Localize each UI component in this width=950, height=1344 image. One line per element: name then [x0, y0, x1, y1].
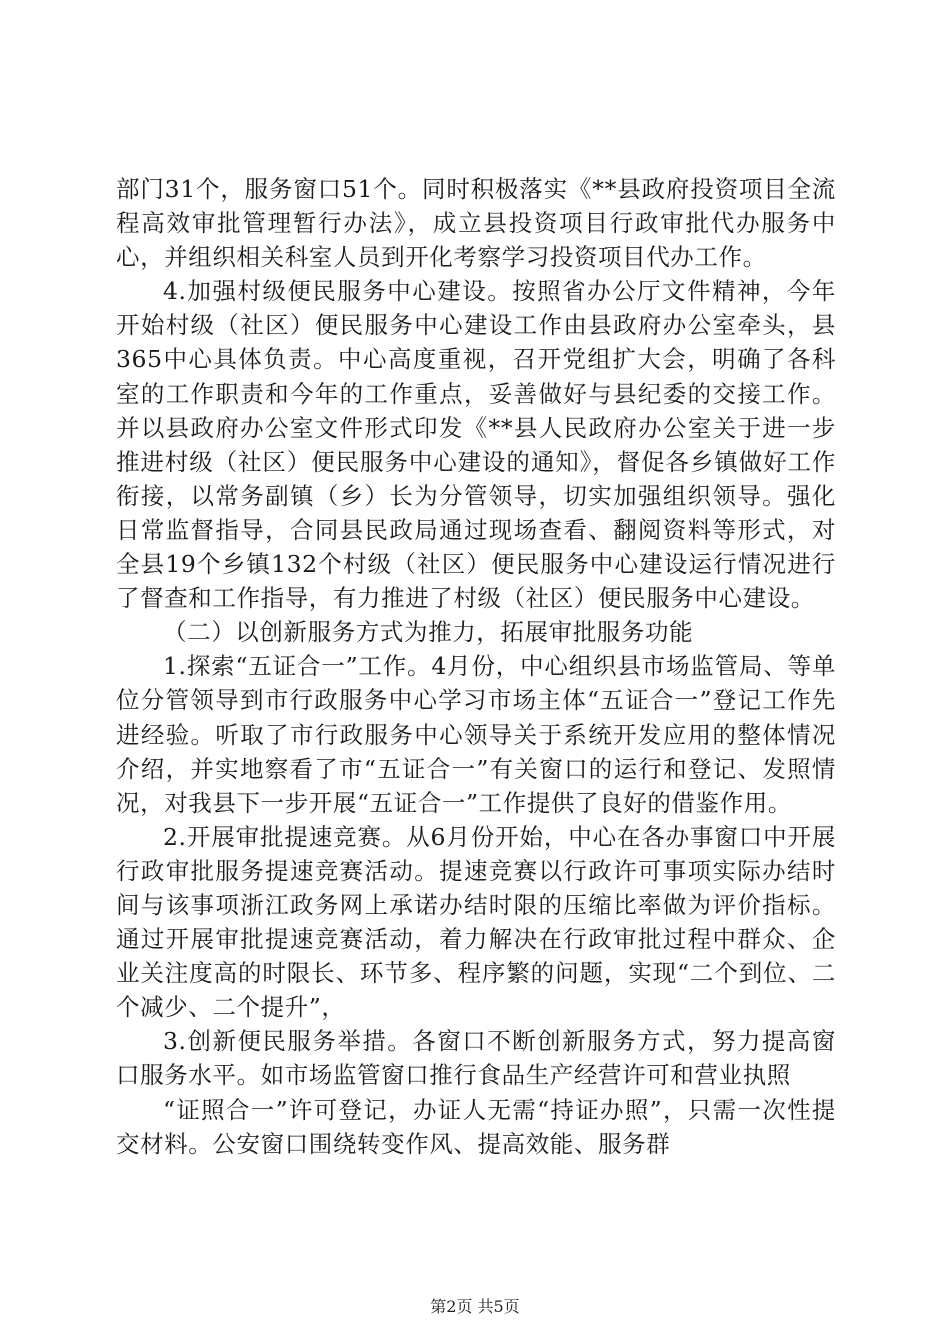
section-heading-innovation: （二）以创新服务方式为推力，拓展审批服务功能	[163, 618, 694, 647]
paragraph-five-certificates: 1.探索“五证合一”工作。4月份，中心组织县市场监管局、等单位分管领导到市行政服务中心学习市场主体“五证合一”登记工作先进经验。听取了市行政服务中心领导关于系统开发应用的整体情况介绍，并实地察看了市“五证合一”有关窗口的运行和登记、发照情况，对我县下一步开展“五证合一”工作提供了良好的借鉴作用。	[116, 652, 836, 817]
paragraph-continuation: 部门31个，服务窗口51个。同时积极落实《**县政府投资项目全流程高效审批管理暂行办法》，成立县投资项目行政审批代办服务中心，并组织相关科室人员到开化考察学习投资项目代办工作。	[116, 175, 836, 272]
page-number-footer: 第2页 共5页	[430, 1297, 520, 1316]
document-body	[116, 172, 836, 1161]
paragraph-approval-speed-contest: 2.开展审批提速竞赛。从6月份开始，中心在各办事窗口中开展行政审批服务提速竞赛活动。提速竞赛以行政许可事项实际办结时间与该事项浙江政务网上承诺办结时限的压缩比率做为评价指标。通过开展审批提速竞赛活动，着力解决在行政审批过程中群众、企业关注度高的时限长、环节多、程序繁的问题，实现“二个到位、二个减少、二个提升”，	[116, 822, 836, 1022]
paragraph-license-integration: “证照合一”许可登记，办证人无需“持证办照”，只需一次性提交材料。公安窗口围绕转变作风、提高效能、服务群	[116, 1095, 836, 1158]
paragraph-convenience-measures: 3.创新便民服务举措。各窗口不断创新服务方式，努力提高窗口服务水平。如市场监管窗口推行食品生产经营许可和营业执照	[116, 1027, 836, 1090]
paragraph-village-service-center: 4.加强村级便民服务中心建设。按照省办公厅文件精神，今年开始村级（社区）便民服务中心建设工作由县政府办公室牵头，县365中心具体负责。中心高度重视，召开党组扩大会，明确了各科室的工作职责和今年的工作重点，妥善做好与县纪委的交接工作。并以县政府办公室文件形式印发《**县人民政府办公室关于进一步推进村级（社区）便民服务中心建设的通知》，督促各乡镇做好工作衔接，以常务副镇（乡）长为分管领导，切实加强组织领导。强化日常监督指导，合同县民政局通过现场查看、翻阅资料等形式，对全县19个乡镇132个村级（社区）便民服务中心建设运行情况进行了督查和工作指导，有力推进了村级（社区）便民服务中心建设。	[116, 277, 836, 613]
